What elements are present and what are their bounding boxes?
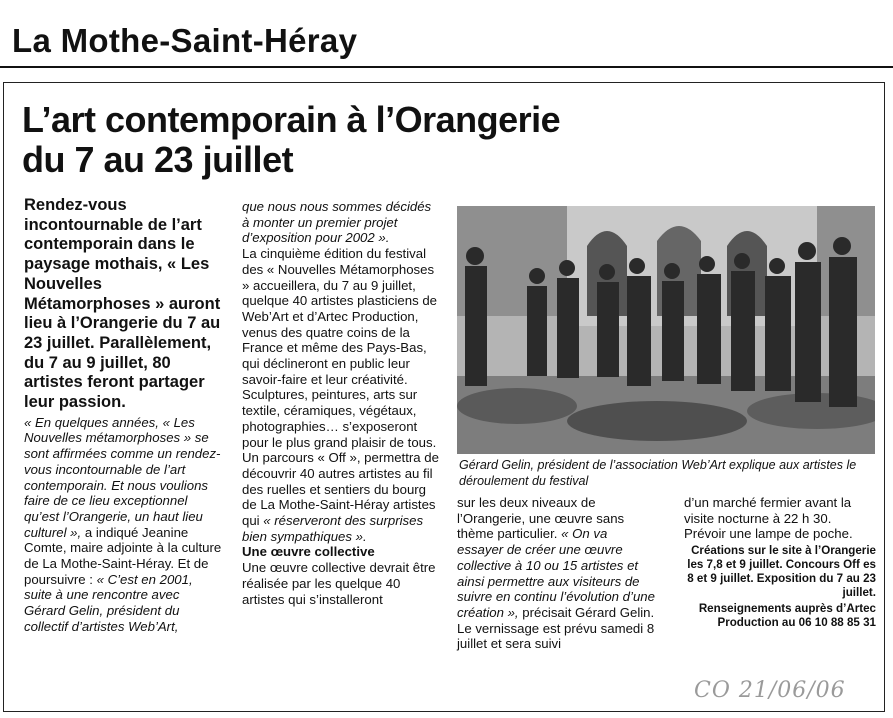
article-photo bbox=[457, 206, 875, 454]
quote-1c: « C’est en 2001, suite à une rencontre avec Gérard Gelin, président du collectif d’artistes Web’Art, bbox=[24, 571, 193, 634]
col3-para-2: Le vernissage est prévu samedi 8 juillet et sera suivi bbox=[457, 620, 655, 652]
col2-para-3 bbox=[242, 450, 442, 544]
article-column-1 bbox=[24, 196, 224, 635]
section-title: La Mothe-Saint-Héray bbox=[12, 22, 358, 59]
quote-col3: « On va essayer de créer une œuvre collective à 10 ou 15 artistes et ainsi permettre aux visiteurs de suivre en continu l’évolution d’une création », bbox=[457, 526, 655, 620]
quote-2a: que nous nous sommes décidés à monter un premier projet d’exposition pour 2002 ». bbox=[242, 199, 432, 246]
headline-line-1: L’art contemporain à l’Orangerie bbox=[22, 99, 561, 140]
photo-illustration bbox=[457, 206, 875, 454]
info-contact: Renseignements auprès d’Artec Production au 06 10 88 85 31 bbox=[698, 602, 876, 630]
col3-text-1c: précisait Gérard Gelin. bbox=[518, 604, 655, 620]
column-1-body bbox=[24, 415, 224, 635]
article-column-4 bbox=[684, 495, 876, 630]
col3-para-1 bbox=[457, 495, 657, 621]
article-headline bbox=[22, 100, 560, 180]
col2-para-2: La cinquième édition du festival des « Nouvelles Métamorphoses » accueillera, du 7 au 9 juillet, quelque 40 artistes plasticiens de Web’Art et d’Artec Production, venus des quatre coins de la France et même des Pays-Bas, qui déclineront en public leur savoir-faire et leur créativité. Sculptures, peintures, arts sur textile, céramiques, végétaux, photographies… s’exposeront pour le plus grand plaisir de tous. bbox=[242, 246, 438, 450]
section-rule bbox=[0, 66, 893, 68]
subhead-collective: Une œuvre collective bbox=[242, 544, 375, 560]
col2-para-4: Une œuvre collective devrait être réalisée par les quelque 40 artistes qui s’installeront bbox=[242, 560, 436, 607]
headline-line-2: du 7 au 23 juillet bbox=[22, 139, 294, 180]
quote-3b: « réserveront des surprises bien sympathiques ». bbox=[242, 513, 424, 544]
col2-text-3a: Un parcours « Off », permettra de découvrir 40 autres artistes au fil des ruelles et sentiers du bourg de La Mothe-Saint-Héray artistes qui bbox=[242, 450, 439, 529]
col4-para-1: d’un marché fermier avant la visite nocturne à 22 h 30. Prévoir une lampe de poche. bbox=[684, 495, 853, 542]
quote-1a: « En quelques années, « Les Nouvelles métamorphoses » se sont affirmées comme un rendez-vous incontournable de l’art contemporain. Et nous voulions faire de ce lieu exceptionnel qu’est l’Orangerie, un haut lieu culturel », bbox=[24, 414, 221, 540]
col2-para-1 bbox=[242, 199, 442, 246]
col1-text-b: a indiqué Jeanine Comte, maire adjointe à la culture de La Mothe-Saint-Héray. Et de poursuivre : bbox=[24, 524, 222, 587]
photo-caption: Gérard Gelin, président de l’association Web’Art explique aux artistes le déroulement du festival bbox=[459, 458, 857, 488]
lead-paragraph: Rendez-vous incontournable de l’art contemporain dans le paysage mothais, « Les Nouvelles Métamorphoses » auront lieu à l’Orangerie du 7 au 23 juillet. Parallèlement, du 7 au 9 juillet, 80 artistes feront partager leur passion. bbox=[24, 196, 221, 412]
article-column-2 bbox=[242, 199, 442, 607]
article-column-3 bbox=[457, 495, 657, 652]
info-dates: Créations sur le site à l’Orangerie les 7,8 et 9 juillet. Concours Off es 8 et 9 juillet. Exposition du 7 au 23 juillet. bbox=[687, 544, 876, 600]
handwritten-note: CO 21/06/06 bbox=[694, 678, 846, 703]
col3-text-1a: sur les deux niveaux de l’Orangerie, une œuvre sans thème particulier. bbox=[457, 495, 625, 542]
